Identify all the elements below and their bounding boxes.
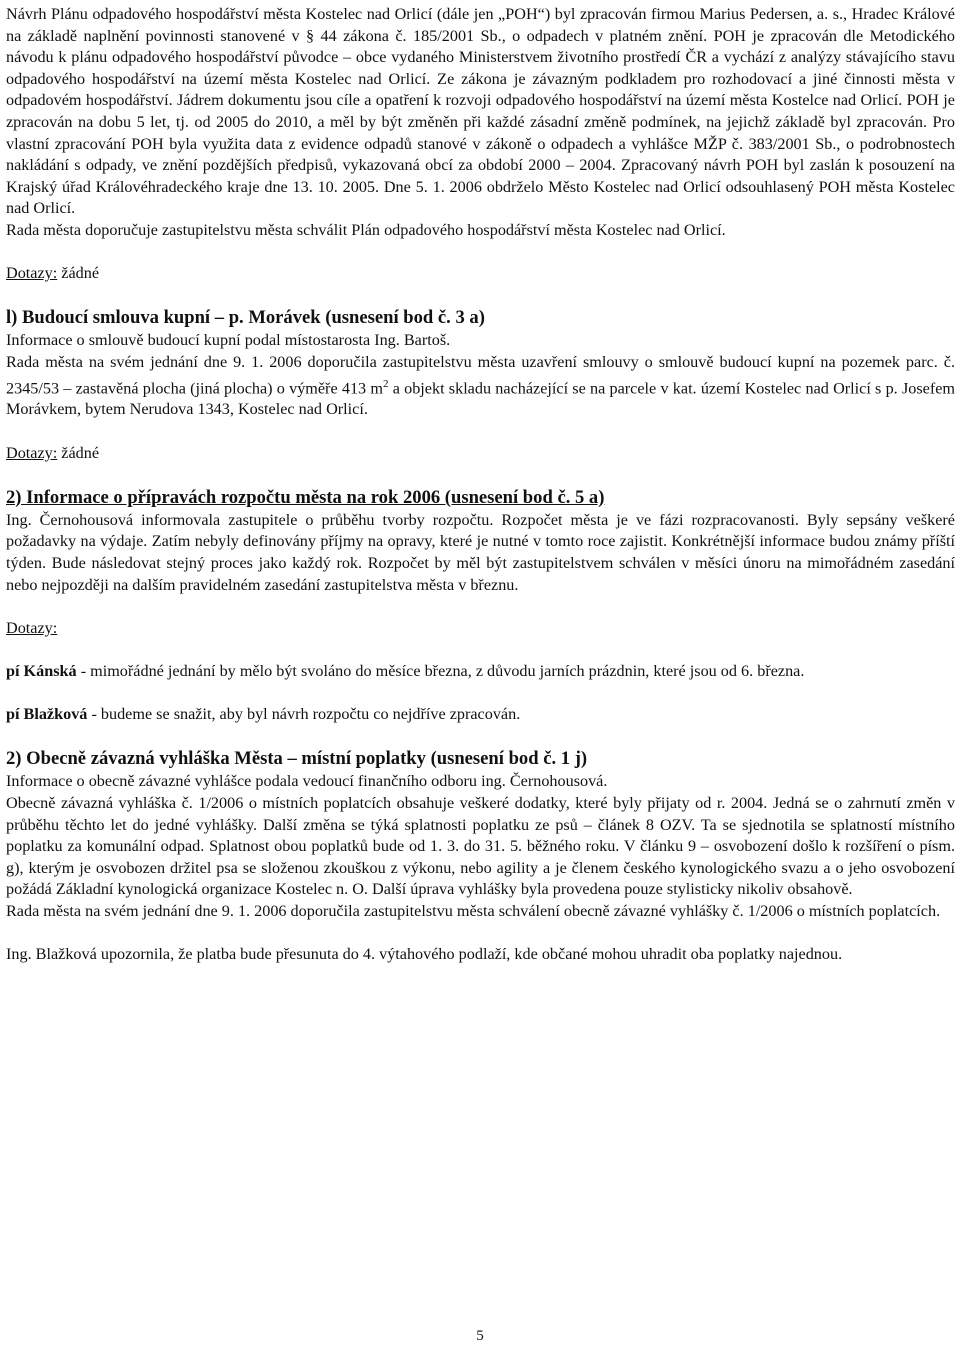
questions-value: žádné [57,443,100,462]
section-l-intro: Informace o smlouvě budoucí kupní podal místostarosta Ing. Bartoš. [6,331,451,350]
poh-paragraph: Návrh Plánu odpadového hospodářství města Kostelec nad Orlicí (dále jen „POH“) byl zpracován firmou Marius Pedersen, a. s., Hradec Králové na základě naplnění povinnosti stanovené v § 44 zákona č. 185/2001 Sb., o odpadech v platném znění. POH je zpracován dle Metodického návodu k plánu odpadového hospodářství původce – obce vydaného Ministerstvem životního prostředí ČR a vychází z analýzy stávajícího stavu odpadového hospodářství na území města Kostelec nad Orlicí. Ze zákona je závazným podkladem pro rozhodovací a jiné činnosti města v odpadovém hospodářství. Jádrem dokumentu jsou cíle a opatření k rozvoji odpadového hospodářství na území města Kostelce nad Orlicí. POH je zpracován na dobu 5 let, tj. od 2005 do 2010, a měl by být změněn při každé zásadní změně podmínek, na jejichž základě byl zpracován. Pro vlastní zpracování POH byla využita data z evidence odpadů stanové v zákoně o odpadech a vyhlášce MŽP č. 383/2001 Sb., o podrobnostech nakládání s odpady, ve znění pozdějších předpisů, vykazovaná obcí za období 2000 – 2004. Zpracovaný návrh POH byl zaslán k posouzení na Krajský úřad Královéhradeckého kraje dne 13. 10. 2005. Dne 5. 1. 2006 obdrželo Město Kostelec nad Orlicí odsouhlasený POH města Kostelec nad Orlicí. [6,5,955,218]
section-2a-heading: 2) Informace o přípravách rozpočtu města na rok 2006 (usnesení bod č. 5 a) [6,486,605,508]
questions-label: Dotazy: [6,264,58,283]
section-l-heading: l) Budoucí smlouva kupní – p. Morávek (usnesení bod č. 3 a) [6,307,485,329]
section-2b-intro: Informace o obecně závazné vyhlášce podala vedoucí finančního odboru ing. Černohousová. [6,772,608,791]
section-2a-questions [6,618,955,640]
question-blazkova: pí Blažková - budeme se snažit, aby byl návrh rozpočtu co nejdříve zpracován. [6,705,521,724]
questions-value: žádné [57,264,100,283]
section-l-paragraph: Rada města na svém jednání dne 9. 1. 2006 doporučila zastupitelstvu města uzavření smlouvy o smlouvě budoucí kupní na pozemek parc. č. 2345/53 – zastavěná plocha (jiná plocha) o výměře 413 $m^2$ a objekt skladu nacházející se na parcele v kat. území Kostelec nad Orlicí s p. Josefem Morávkem, bytem Nerudova 1343, Kostelec nad Orlicí. [6,352,955,419]
section-l-questions [6,443,955,465]
section-2b-heading: 2) Obecně závazná vyhláška Města – místní poplatky (usnesení bod č. 1 j) [6,748,588,770]
superscript: 2 [382,377,389,390]
section-2a-paragraph: Ing. Černohousová informovala zastupitele o průběhu tvorby rozpočtu. Rozpočet města je ve fázi rozpracovanosti. Byly sepsány veškeré požadavky na výdaje. Zatím nebyly definovány příjmy na opravy, které je nutné v tomto roce zajistit. Konkrétnější informace budou známy příští týden. Bude následovat stejný proces jako každý rok. Rozpočet by měl být zastupitelstvem schválen v měsíci únoru na mimořádném zasedání nebo nejpozději na dalším pravidelném zasedání zastupitelstva města v březnu. [6,510,955,594]
speaker-name: pí Kánská [6,662,77,681]
section-2b-note: Ing. Blažková upozornila, že platba bude přesunuta do 4. výtahového podlaží, kde občané mohou uhradit oba poplatky najednou. [6,945,843,964]
document-page [6,4,955,966]
speaker-name: pí Blažková [6,705,88,724]
poh-questions [6,263,955,285]
questions-label: Dotazy: [6,443,58,462]
questions-label: Dotazy: [6,618,58,637]
section-2b-paragraph: Obecně závazná vyhláška č. 1/2006 o místních poplatcích obsahuje veškeré dodatky, které byly přijaty od r. 2004. Jedná se o zahrnutí změn v průběhu těchto let do jedné vyhlášky. Další změna se týká splatnosti poplatku ze psů – článek 8 OZV. Ta se sjednotila se splatností místního poplatku za komunální odpad. Splatnost obou poplatků bude od 1. 3. do 31. 5. běžného roku. V článku 9 – osvobození došlo k rozšíření o písm. g), kterým je osvobozen držitel psa se složenou zkouškou z výkonu, nebo agility a je členem českého kynologického svazu a o jeho osvobození požádá Základní kynologická organizace Kostelec n. O. Další úprava vyhlášky byla provedena pouze stylisticky nikoliv obsahově. [6,793,955,899]
page-number: 5 [476,1328,484,1344]
poh-recommendation: Rada města doporučuje zastupitelstvu města schválit Plán odpadového hospodářství města Kostelec nad Orlicí. [6,220,726,239]
question-kanska: pí Kánská - mimořádné jednání by mělo být svoláno do měsíce března, z důvodu jarních prázdnin, které jsou od 6. března. [6,662,805,681]
section-2b-recommendation: Rada města na svém jednání dne 9. 1. 2006 doporučila zastupitelstvu města schválení obecně závazné vyhlášky č. 1/2006 o místních poplatcích. [6,901,941,920]
